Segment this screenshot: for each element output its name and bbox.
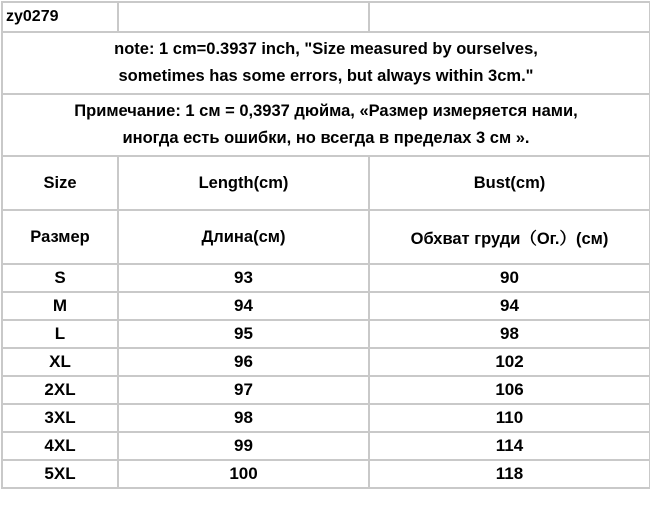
bust-cell: 114 [369, 432, 650, 460]
bust-cell: 110 [369, 404, 650, 432]
length-cell: 97 [118, 376, 369, 404]
table-row [2, 432, 650, 460]
header-length-ru: Длина(см) [118, 210, 369, 264]
length-cell: 98 [118, 404, 369, 432]
note-russian-row [2, 94, 650, 156]
size-cell: 4XL [2, 432, 118, 460]
size-cell: S [2, 264, 118, 292]
size-cell: XL [2, 348, 118, 376]
size-cell: 2XL [2, 376, 118, 404]
size-chart-table [1, 1, 650, 489]
header-size: Size [2, 156, 118, 210]
header-bust: Bust(cm) [369, 156, 650, 210]
size-cell: 5XL [2, 460, 118, 488]
bust-cell: 94 [369, 292, 650, 320]
size-cell: M [2, 292, 118, 320]
note-russian-line2: иногда есть ошибки, но всегда в пределах 3 см ». [122, 129, 530, 147]
note-english-row [2, 32, 650, 94]
size-cell: 3XL [2, 404, 118, 432]
table-row [2, 376, 650, 404]
table-row [2, 460, 650, 488]
header-bust-ru: Обхват груди（Ог.）(см) [369, 210, 650, 264]
note-russian-line1: Примечание: 1 см = 0,3937 дюйма, «Размер измеряется нами, [74, 102, 578, 120]
header-row-russian [2, 210, 650, 264]
note-english-line2: sometimes has some errors, but always within 3cm." [118, 67, 534, 85]
bust-cell: 102 [369, 348, 650, 376]
note-russian [2, 94, 650, 156]
bust-cell: 90 [369, 264, 650, 292]
length-cell: 94 [118, 292, 369, 320]
note-english [2, 32, 650, 94]
length-cell: 93 [118, 264, 369, 292]
table-row [2, 320, 650, 348]
table-row [2, 404, 650, 432]
length-cell: 99 [118, 432, 369, 460]
bust-cell: 118 [369, 460, 650, 488]
empty-cell [118, 2, 369, 32]
length-cell: 95 [118, 320, 369, 348]
note-english-line1: note: 1 cm=0.3937 inch, "Size measured by ourselves, [114, 40, 538, 58]
length-cell: 96 [118, 348, 369, 376]
product-code-row [2, 2, 650, 32]
size-cell: L [2, 320, 118, 348]
table-row [2, 292, 650, 320]
length-cell: 100 [118, 460, 369, 488]
table-row [2, 348, 650, 376]
header-length: Length(cm) [118, 156, 369, 210]
bust-cell: 106 [369, 376, 650, 404]
bust-cell: 98 [369, 320, 650, 348]
product-code: zy0279 [2, 2, 118, 32]
table-row [2, 264, 650, 292]
header-row-english [2, 156, 650, 210]
header-size-ru: Размер [2, 210, 118, 264]
empty-cell [369, 2, 650, 32]
